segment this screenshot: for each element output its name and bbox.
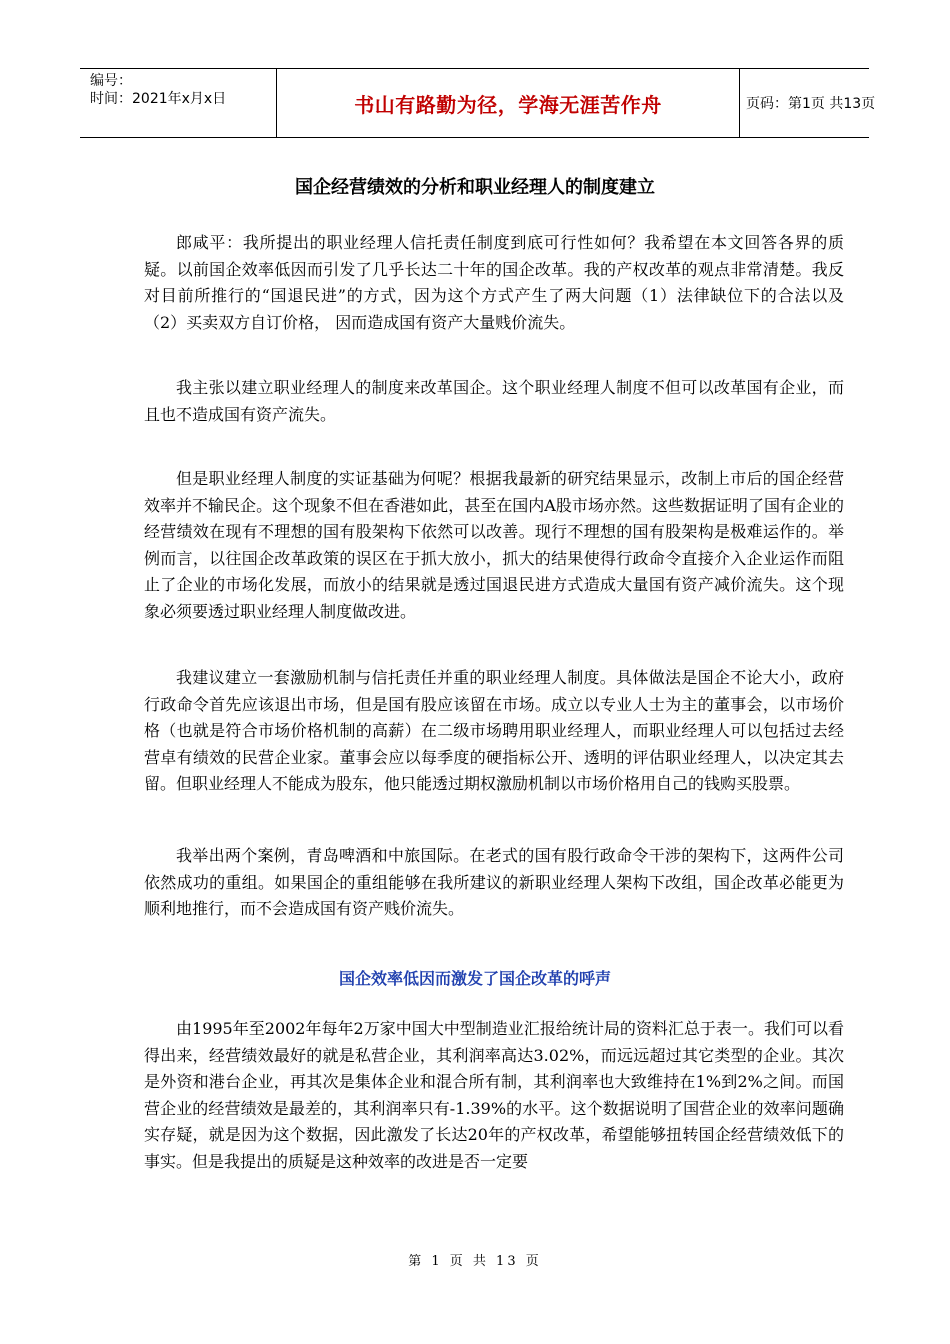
header-motto: 书山有路勤为径，学海无涯苦作舟 [354, 93, 662, 117]
document-number-label: 编号： [90, 73, 132, 89]
header-motto-cell [277, 69, 740, 137]
paragraph-2: 我主张以建立职业经理人的制度来改革国企。这个职业经理人制度不但可以改革国有企业，而且也不造成国有资产流失。 [144, 378, 844, 424]
section-subheading: 国企效率低因而激发了国企改革的呼声 [338, 969, 611, 988]
paragraph-6: 由1995年至2002年每年2万家中国大中型制造业汇报给统计局的资料汇总于表一。我们可以看得出来，经营绩效最好的就是私营企业，其利润率高达3.02%，而远远超过其它类型的企业。其次是外资和港台企业，再其次是集体企业和混合所有制，其利润率也大致维持在1%到2%之间。而国营企业的经营绩效是最差的，其利润率只有-1.39%的水平。这个数据说明了国营企业的效率问题确实存疑，就是因为这个数据，因此激发了长达20年的产权改革，希望能够扭转国企经营绩效低下的事实。但是我提出的质疑是这种效率的改进是否一定要 [144, 1019, 844, 1171]
paragraph-5: 我举出两个案例，青岛啤酒和中旅国际。在老式的国有股行政命令干涉的架构下，这两件公司依然成功的重组。如果国企的重组能够在我所建议的新职业经理人架构下改组，国企改革必能更为顺利地推行，而不会造成国有资产贱价流失。 [144, 846, 844, 919]
document-title: 国企经营绩效的分析和职业经理人的制度建立 [295, 177, 655, 198]
paragraph-1: 郎咸平：我所提出的职业经理人信托责任制度到底可行性如何？我希望在本文回答各界的质疑。以前国企效率低因而引发了几乎长达二十年的国企改革。我的产权改革的观点非常清楚。我反对目前所推行的“国退民进”的方式，因为这个方式产生了两大问题（1）法律缺位下的合法以及（2）买卖双方自订价格， 因而造成国有资产大量贱价流失。 [144, 233, 844, 332]
page-footer: 第 1 页 共 13 页 [408, 1254, 542, 1269]
paragraph-4: 我建议建立一套激励机制与信托责任并重的职业经理人制度。具体做法是国企不论大小，政府行政命令首先应该退出市场，但是国有股应该留在市场。成立以专业人士为主的董事会，以市场价格（也就是符合市场价格机制的高薪）在二级市场聘用职业经理人，而职业经理人可以包括过去经营卓有绩效的民营企业家。董事会应以每季度的硬指标公开、透明的评估职业经理人，以决定其去留。但职业经理人不能成为股东，他只能透过期权激励机制以市场价格用自己的钱购买股票。 [144, 668, 844, 794]
paragraph-3: 但是职业经理人制度的实证基础为何呢？根据我最新的研究结果显示，改制上市后的国企经营效率并不输民企。这个现象不但在香港如此，甚至在国内A股市场亦然。这些数据证明了国有企业的经营绩效在现有不理想的国有股架构下依然可以改善。现行不理想的国有股架构是极难运作的。举例而言，以往国企改革政策的误区在于抓大放小，抓大的结果使得行政命令直接介入企业运作而阻止了企业的市场化发展，而放小的结果就是透过国退民进方式造成大量国有资产减价流失。这个现象必须要透过职业经理人制度做改进。 [144, 469, 844, 621]
header-page-info: 页码：第1页 共13页 [746, 96, 876, 112]
header-right-cell [740, 69, 876, 137]
document-date-label: 时间：2021年x月x日 [90, 91, 227, 107]
header-left-cell [80, 69, 277, 137]
page-header [80, 68, 876, 138]
